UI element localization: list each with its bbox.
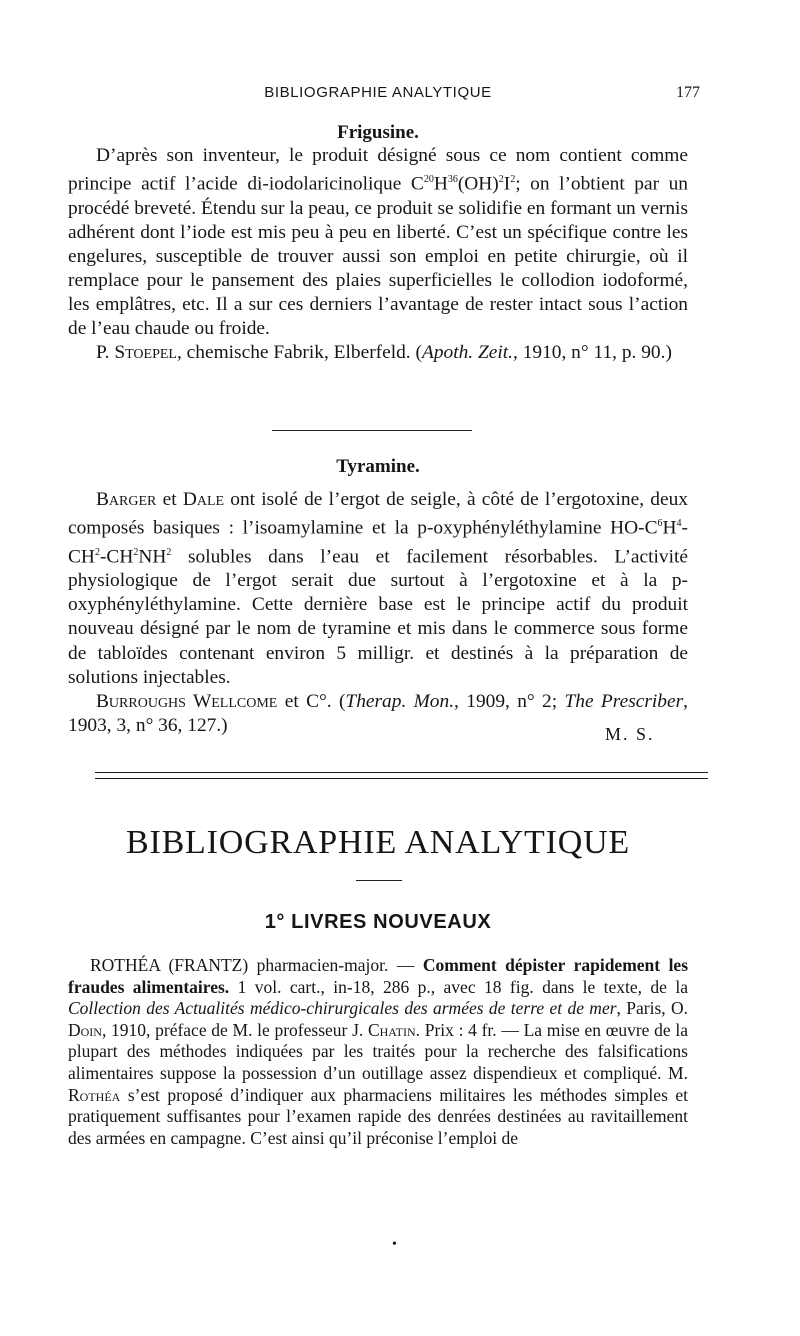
frigusine-body	[68, 144, 688, 365]
text-run: s’est proposé d’indiquer aux pharmaciens militaires les méthodes simples et pratiquement suffisantes pour l’examen rapide des denrées destinées au ravitaillement des armées en campagne. C’est ainsi qu’il préconise l’emploi de	[68, 1084, 688, 1148]
author-name: Barger	[96, 489, 157, 510]
text-run: pharmacien-major. —	[248, 955, 423, 975]
frigusine-paragraph	[68, 144, 688, 341]
text-run: D’après son inventeur, le produit désigné sous ce nom contient comme principe actif l’acide di-iodolaricinolique C	[68, 145, 688, 195]
superscript: 4	[676, 518, 682, 530]
text-run: , 1910, préface de M. le professeur	[101, 1019, 353, 1040]
livres-nouveaux-heading: 1° LIVRES NOUVEAUX	[264, 911, 492, 933]
text-run: 1 vol. cart., in-18, 286 p., avec 18 fig. dans le texte, de la	[229, 976, 688, 997]
text-run: ont isolé de l’ergot de seigle, à côté de l’ergotoxine, deux composés basiques : l’isoamylamine et la p-oxyphényléthylamine HO-C	[68, 489, 688, 539]
professor-name: J. Chatin	[352, 1019, 416, 1040]
text-run: , chemische Fabrik, Elberfeld. (	[176, 342, 422, 364]
text-run: H	[433, 173, 448, 195]
collection-name: Collection des Actualités médico-chirurgicales des armées de terre et de mer	[68, 998, 617, 1019]
tyramine-paragraph	[68, 488, 688, 690]
review-body	[68, 955, 688, 1149]
tyramine-reference	[68, 690, 688, 738]
superscript: 6	[657, 518, 663, 530]
text-run: -CH	[68, 517, 688, 568]
review-paragraph	[68, 955, 688, 1149]
tyramine-body	[68, 488, 688, 738]
journal-name: Therap. Mon.	[345, 690, 455, 712]
text-run: , 1909, n° 2;	[454, 690, 565, 712]
text-run: NH	[138, 546, 167, 568]
text-run: , 1903, 3, n° 36, 127.)	[68, 690, 688, 736]
journal-name: Apoth. Zeit.	[421, 342, 513, 364]
superscript: 2	[133, 546, 139, 558]
review-author: ROTHÉA (FRANTZ)	[90, 955, 249, 975]
double-rule	[95, 772, 708, 779]
text-run: . Prix : 4 fr. — La mise en œuvre de la plupart des méthodes indiquées par les traités pour la recherche des falsifications alimentaires suppose la possession d’un outillage assez dispendieux et compliqué. M.	[68, 1019, 688, 1083]
text-run: (OH)	[457, 173, 499, 195]
text-run: , 1910, n° 11, p. 90.)	[513, 342, 672, 364]
text-run: solubles dans l’eau et facilement résorbables. L’activité physiologique de l’ergot serait due surtout à l’ergotoxine et à la p-oxyphényléthylamine. Cette dernière base est le principe actif du produit nouveau désigné par le nom de tyramine et mis dans le commerce sous forme de tabloïdes contenant environ 5 milligr. et destinés à la préparation de solutions injectables.	[68, 546, 688, 688]
book-title: Comment dépister rapidement les fraudes alimentaires.	[68, 955, 689, 997]
bibliographie-heading: BIBLIOGRAPHIE ANALYTIQUE	[125, 824, 631, 861]
text-run: et C°. (	[277, 690, 346, 712]
section-divider	[272, 430, 472, 431]
running-head-title: BIBLIOGRAPHIE ANALYTIQUE	[264, 84, 492, 101]
heading-divider	[356, 880, 402, 881]
text-run: H	[662, 517, 677, 539]
author-reference: Rothéa	[68, 1084, 121, 1105]
text-run: et	[156, 489, 183, 510]
publisher-name: Doin	[68, 1019, 102, 1040]
text-run: ; on l’obtient par un procédé breveté. Étendu sur la peau, ce produit se solidifie en formant un vernis adhérent dont l’iode est mis peu à peu en liberté. C’est un spécifique contre les engelures, susceptible de trouver aussi son emploi en petite chirurgie, où il remplace pour le pansement des plaies superficielles le collodion iodoformé, les emplâtres, etc. Il a sur ces derniers l’avantage de rester intact sous l’action de l’eau chaude ou froide.	[68, 173, 688, 340]
superscript: 36	[447, 174, 458, 186]
tyramine-title: Tyramine.	[336, 456, 420, 477]
reference-author: Burroughs Wellcome	[96, 690, 278, 712]
page-number: 177	[676, 84, 700, 101]
text-run: , Paris, O.	[616, 998, 688, 1019]
author-name: Dale	[182, 489, 225, 510]
superscript: 2	[498, 174, 504, 186]
superscript: 2	[166, 546, 172, 558]
text-run: I	[503, 173, 511, 195]
reference-author: P. Stoepel	[96, 342, 177, 364]
text-run: -CH	[99, 546, 134, 568]
superscript: 20	[423, 174, 434, 186]
print-mark: •	[392, 1237, 397, 1252]
frigusine-reference	[68, 341, 688, 365]
superscript: 2	[510, 174, 516, 186]
frigusine-title: Frigusine.	[337, 122, 419, 143]
journal-name: The Prescriber	[564, 690, 684, 712]
author-signature: M. S.	[605, 724, 655, 744]
running-head	[68, 82, 700, 106]
superscript: 2	[94, 546, 100, 558]
